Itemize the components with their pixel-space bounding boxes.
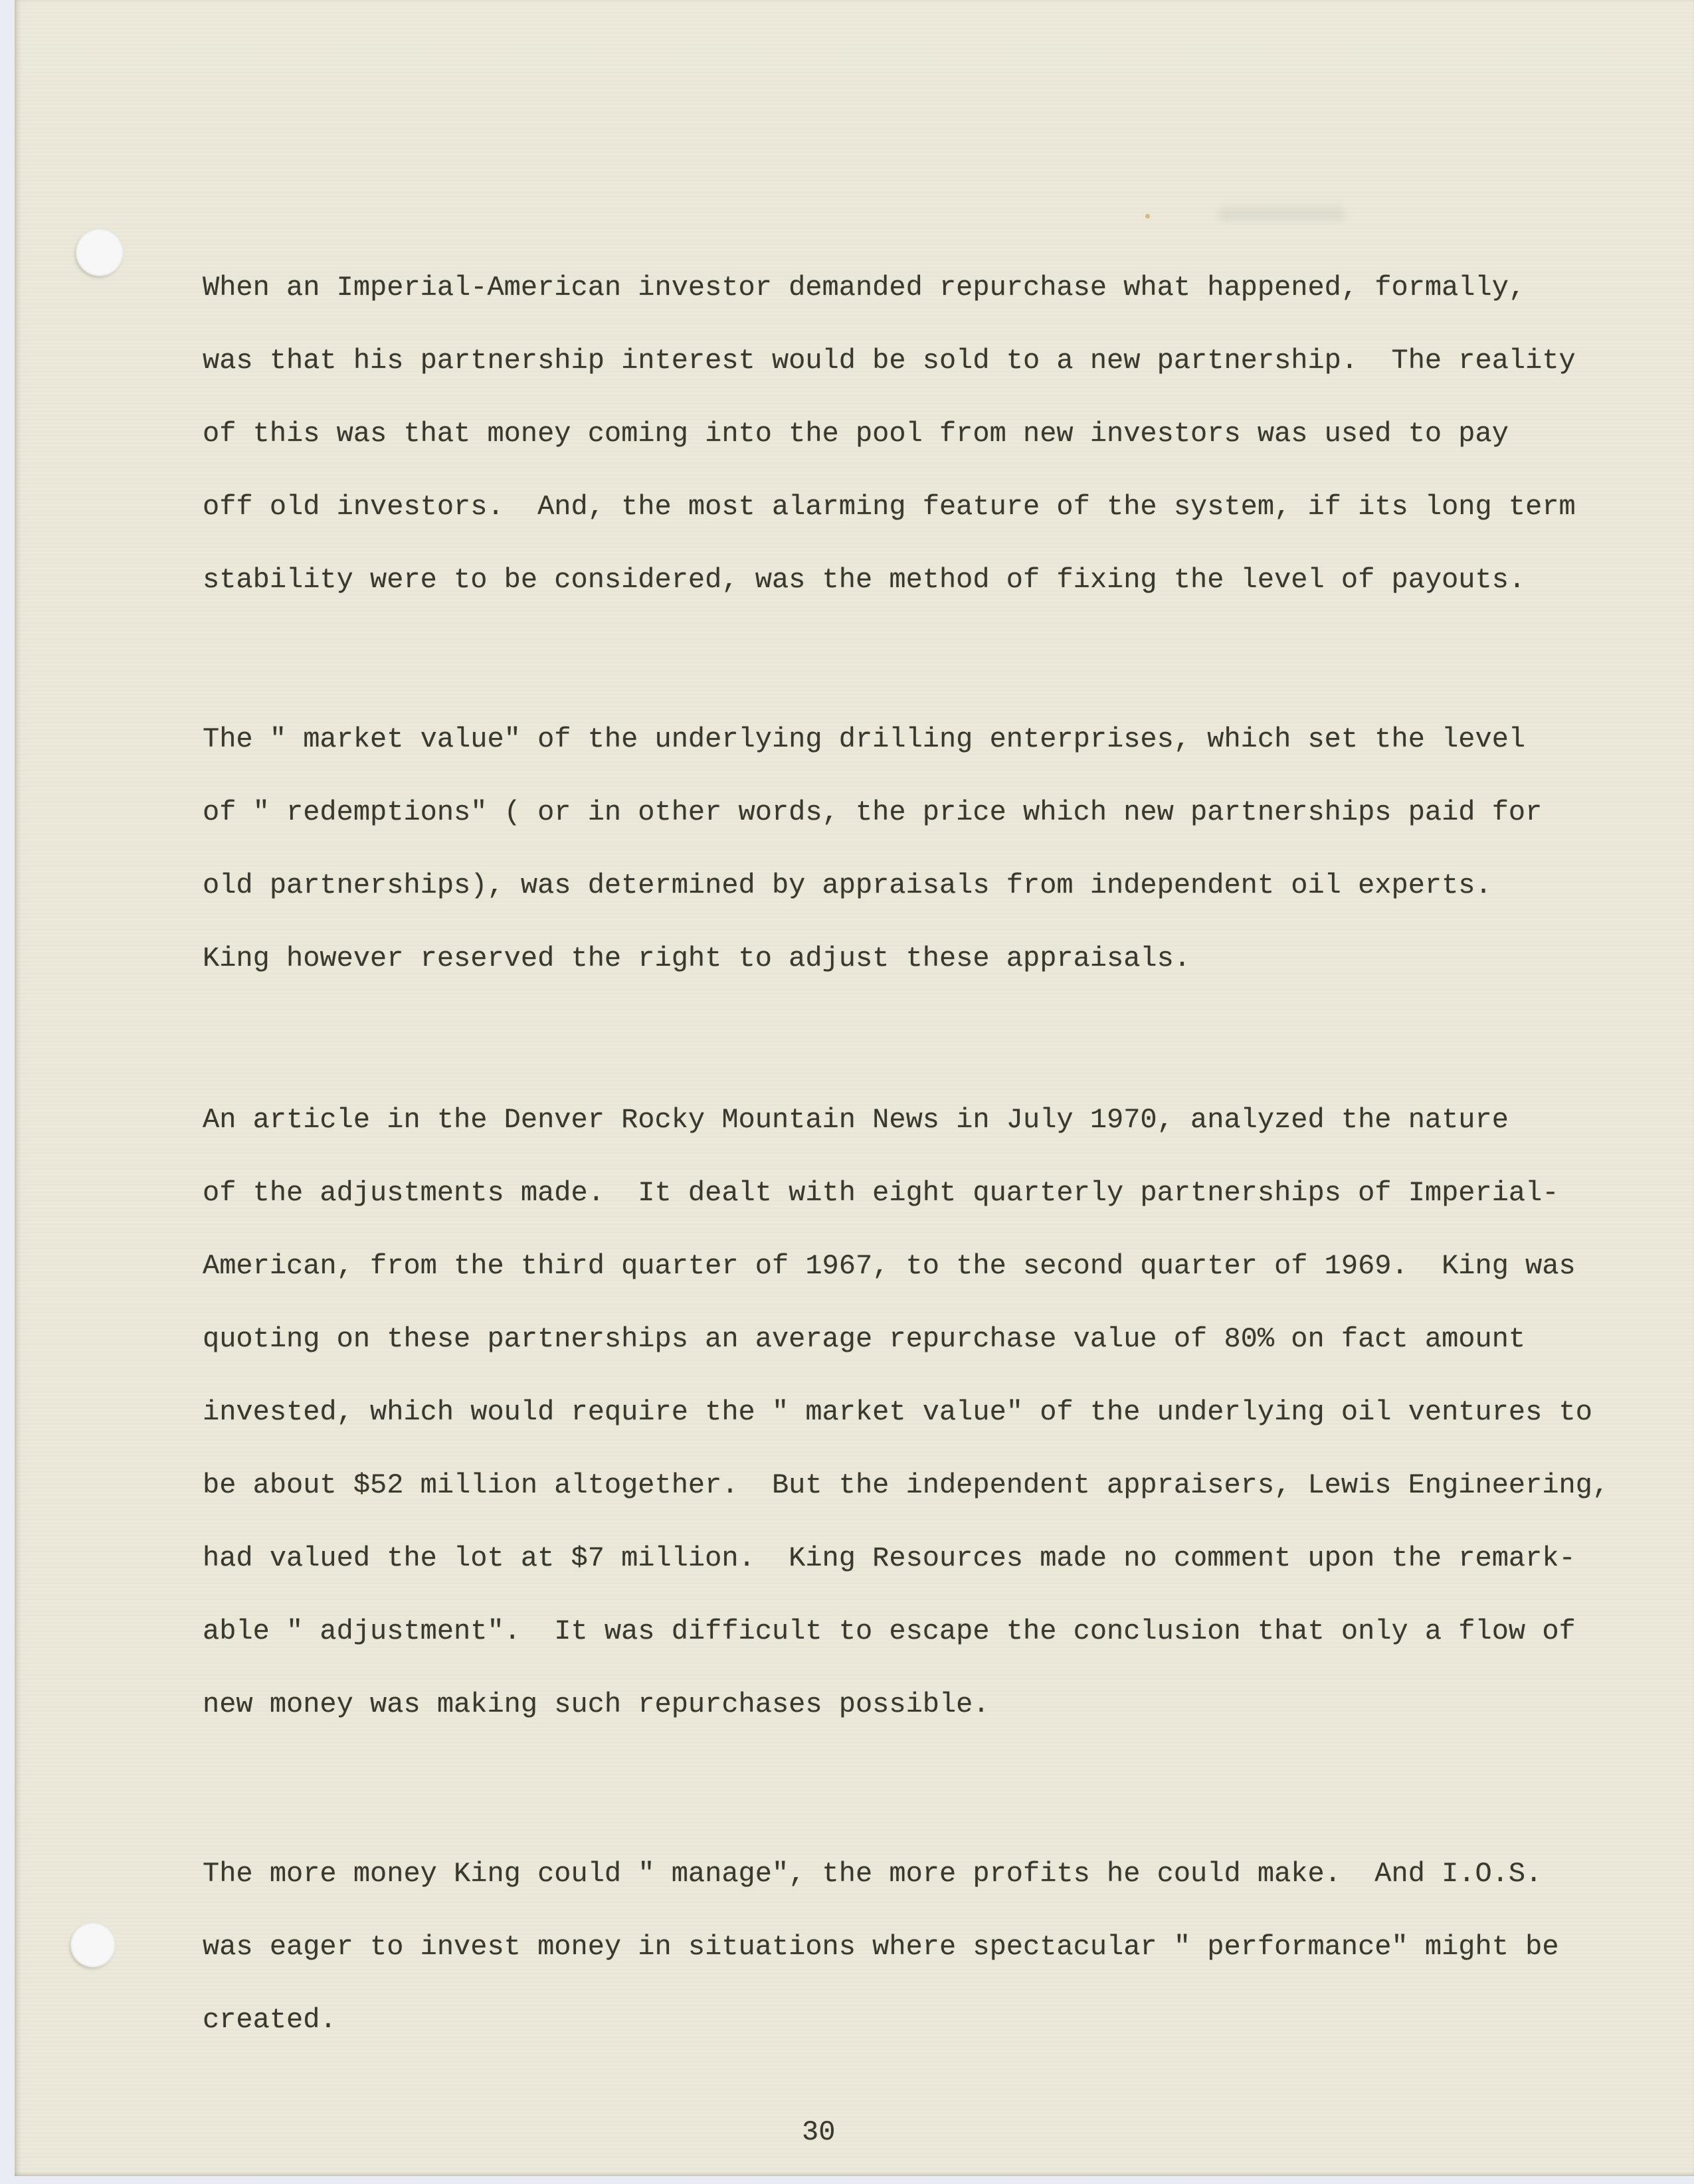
document-page xyxy=(15,0,1694,2176)
text-line: When an Imperial-American investor demanded repurchase what happened, formally, xyxy=(203,272,1526,304)
text-line: The " market value" of the underlying drilling enterprises, which set the level xyxy=(203,723,1526,755)
text-line: An article in the Denver Rocky Mountain News in July 1970, analyzed the nature xyxy=(203,1104,1509,1136)
text-line: old partnerships), was determined by appraisals from independent oil experts. xyxy=(203,869,1492,901)
page-number: 30 xyxy=(802,2116,836,2148)
punch-hole-top xyxy=(76,228,124,276)
text-line: of " redemptions" ( or in other words, the price which new partnerships paid for xyxy=(203,796,1543,828)
eraser-smudge xyxy=(1218,207,1345,221)
punch-hole-bottom xyxy=(70,1922,116,1967)
paragraph-2 xyxy=(203,703,1542,995)
paper-speck xyxy=(1145,214,1150,219)
text-line: King however reserved the right to adjust these appraisals. xyxy=(203,943,1191,974)
text-line: stability were to be considered, was the method of fixing the level of payouts. xyxy=(203,564,1526,596)
text-line: was eager to invest money in situations where spectacular " performance" might be xyxy=(203,1931,1559,1963)
text-line: The more money King could " manage", the more profits he could make. And I.O.S. xyxy=(203,1858,1543,1890)
text-line: new money was making such repurchases possible. xyxy=(203,1688,990,1720)
paragraph-3 xyxy=(203,1083,1609,1741)
text-line: quoting on these partnerships an average repurchase value of 80% on fact amount xyxy=(203,1323,1526,1355)
paragraph-4 xyxy=(203,1837,1559,2056)
text-line: created. xyxy=(203,2004,337,2036)
text-line: able " adjustment". It was difficult to escape the conclusion that only a flow of xyxy=(203,1615,1576,1647)
text-line: invested, which would require the " market value" of the underlying oil ventures to xyxy=(203,1396,1592,1428)
scanner-background-bottom xyxy=(0,2176,1694,2184)
text-line: had valued the lot at $7 million. King Resources made no comment upon the remark- xyxy=(203,1542,1576,1574)
text-line: be about $52 million altogether. But the independent appraisers, Lewis Engineering, xyxy=(203,1469,1610,1501)
text-line: of the adjustments made. It dealt with eight quarterly partnerships of Imperial- xyxy=(203,1177,1559,1209)
text-line: was that his partnership interest would be sold to a new partnership. The reality xyxy=(203,345,1576,377)
text-line: off old investors. And, the most alarming feature of the system, if its long term xyxy=(203,491,1576,523)
text-line: of this was that money coming into the pool from new investors was used to pay xyxy=(203,418,1509,450)
paragraph-1 xyxy=(203,251,1576,616)
text-line: American, from the third quarter of 1967, to the second quarter of 1969. King was xyxy=(203,1250,1576,1282)
